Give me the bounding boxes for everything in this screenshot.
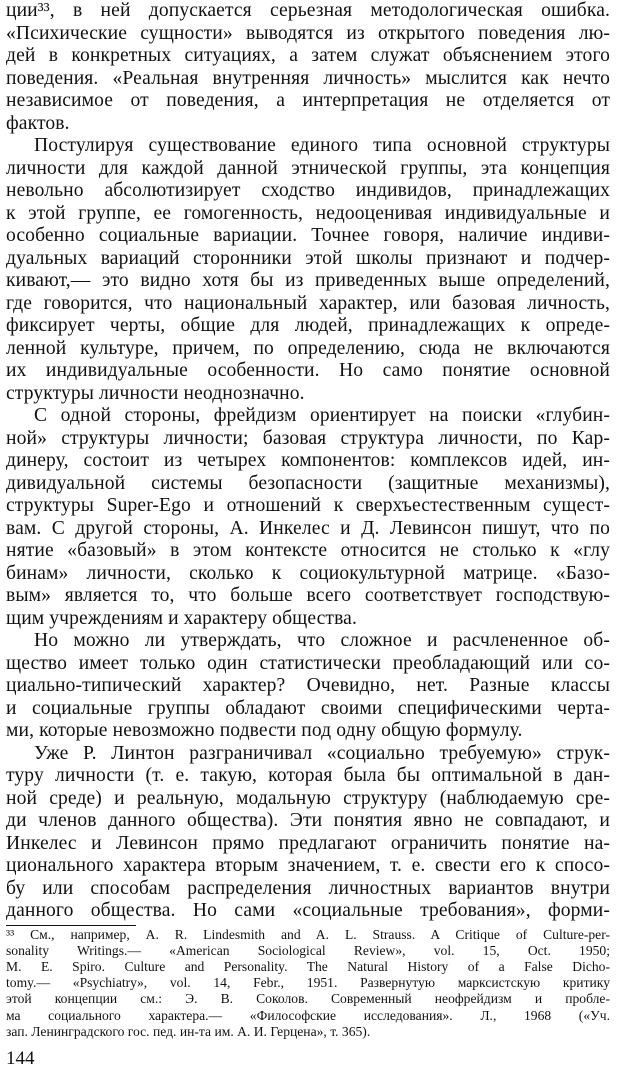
footnote-line: этой концепции см.: Э. В. Соколов. Современный неофрейдизм и пробле- xyxy=(6,991,610,1007)
body-line: вам. С другой стороны, А. Инкелес и Д. Левинсон пишут, что по xyxy=(6,517,610,539)
footnote-line: ма социального характера.— «Философские исследования». Л., 1968 («Уч. xyxy=(6,1007,610,1023)
footnote-line: sonality Writings.— «American Sociological Review», vol. 15, Oct. 1950; xyxy=(6,942,610,958)
body-line: ционального характера вторым значением, т. е. свести его к спосо- xyxy=(6,855,610,876)
body-line: дуальных вариаций сторонники этой школы признают и подчер- xyxy=(6,247,610,269)
body-line: кивают,— это видно хотя бы из приведенных выше определений, xyxy=(6,270,610,291)
body-line: где говорится, что национальный характер, или базовая личность, xyxy=(6,292,610,314)
body-line: щество имеет только один статистически преобладающий или со- xyxy=(6,652,610,674)
body-line: Инкелес и Левинсон прямо предлагают ограничить понятие на- xyxy=(6,832,610,854)
body-line: их индивидуальные особенности. Но само понятие основной xyxy=(6,360,610,381)
body-line: данного общества. Но сами «социальные требования», форми- xyxy=(6,900,610,921)
page-number: 144 xyxy=(6,1047,35,1069)
body-line: дей в конкретных ситуациях, а затем служат объяснением этого xyxy=(6,45,610,66)
body-line: щим учреждениям и характеру общества. xyxy=(6,607,357,629)
body-line: поведения. «Реальная внутренняя личность» мыслится как нечто xyxy=(6,67,610,89)
footnote-line: зап. Ленинградского гос. пед. ин-та им. А. И. Герцена», т. 365). xyxy=(6,1023,371,1039)
body-line: структуры личности неоднозначно. xyxy=(6,382,305,404)
body-line: ленной культуре, причем, по определению, сюда не включаются xyxy=(6,337,610,359)
body-line: циально-типический характер? Очевидно, нет. Разные классы xyxy=(6,675,610,696)
body-line: туру личности (т. е. такую, которая была бы оптимальной в дан- xyxy=(6,765,610,786)
footnote-line: ³³ См., например, A. R. Lindesmith and A. L. Strauss. A Critique of Culture-per- xyxy=(6,926,610,942)
footnote-line: tomy.— «Psychiatry», vol. 14, Febr., 1951. Развернутую марксистскую критику xyxy=(6,975,610,991)
body-line: и социальные группы обладают своими специфическими черта- xyxy=(6,697,610,719)
body-line: ди членов данного общества). Эти понятия явно не совпадают, и xyxy=(6,810,610,831)
body-line: ми, которые невозможно подвести под одну общую формулу. xyxy=(6,720,523,741)
body-line: ной среде) и реальную, модальную структуру (наблюдаемую сре- xyxy=(6,787,610,809)
body-line: независимое от поведения, а интерпретация не отделяется от xyxy=(6,90,610,111)
body-line: динеру, состоит из четырех компонентов: комплексов идей, ин- xyxy=(6,450,610,471)
body-line: к этой группе, ее гомогенность, недооценивая индивидуальные и xyxy=(6,202,610,224)
body-line: невольно абсолютизирует сходство индивидов, принадлежащих xyxy=(6,180,610,201)
body-line: ции³³, в ней допускается серьезная методологическая ошибка. xyxy=(6,0,610,21)
footnote-divider xyxy=(6,925,136,926)
body-line: особенно социальные вариации. Точнее говоря, наличие индиви- xyxy=(6,225,610,246)
body-line: дивидуальной системы безопасности (защитные механизмы), xyxy=(6,472,610,494)
body-line: фиксирует черты, общие для людей, принадлежащих к опреде- xyxy=(6,315,610,336)
body-line: бу или способам распределения личностных вариантов внутри xyxy=(6,877,610,899)
body-line: ной» структуры личности; базовая структура личности, по Кар- xyxy=(6,427,610,449)
body-line: личности для каждой данной этнической группы, эта концепция xyxy=(6,157,610,179)
body-line: «Психические сущности» выводятся из открытого поведения лю- xyxy=(6,22,610,44)
body-line: вым» является то, что больше всего соответствует господствую- xyxy=(6,585,610,606)
body-line: структуры Super-Ego и отношений к сверхъестественным сущест- xyxy=(6,495,610,516)
body-line: фактов. xyxy=(6,112,70,134)
paragraph-first-line: С одной стороны, фрейдизм ориентирует на поиски «глубин- xyxy=(34,405,610,426)
body-line: нятие «базовый» в этом контексте относится не столько к «глу xyxy=(6,540,610,561)
paragraph-first-line: Уже Р. Линтон разграничивал «социально требуемую» струк- xyxy=(34,742,610,764)
paragraph-first-line: Постулируя существование единого типа основной структуры xyxy=(34,135,610,156)
paragraph-first-line: Но можно ли утверждать, что сложное и расчлененное об- xyxy=(34,630,610,651)
footnote-line: M. E. Spiro. Culture and Personality. The Natural History of a False Dicho- xyxy=(6,958,610,974)
body-line: бинам» личности, сколько к социокультурной матрице. «Базо- xyxy=(6,562,610,584)
